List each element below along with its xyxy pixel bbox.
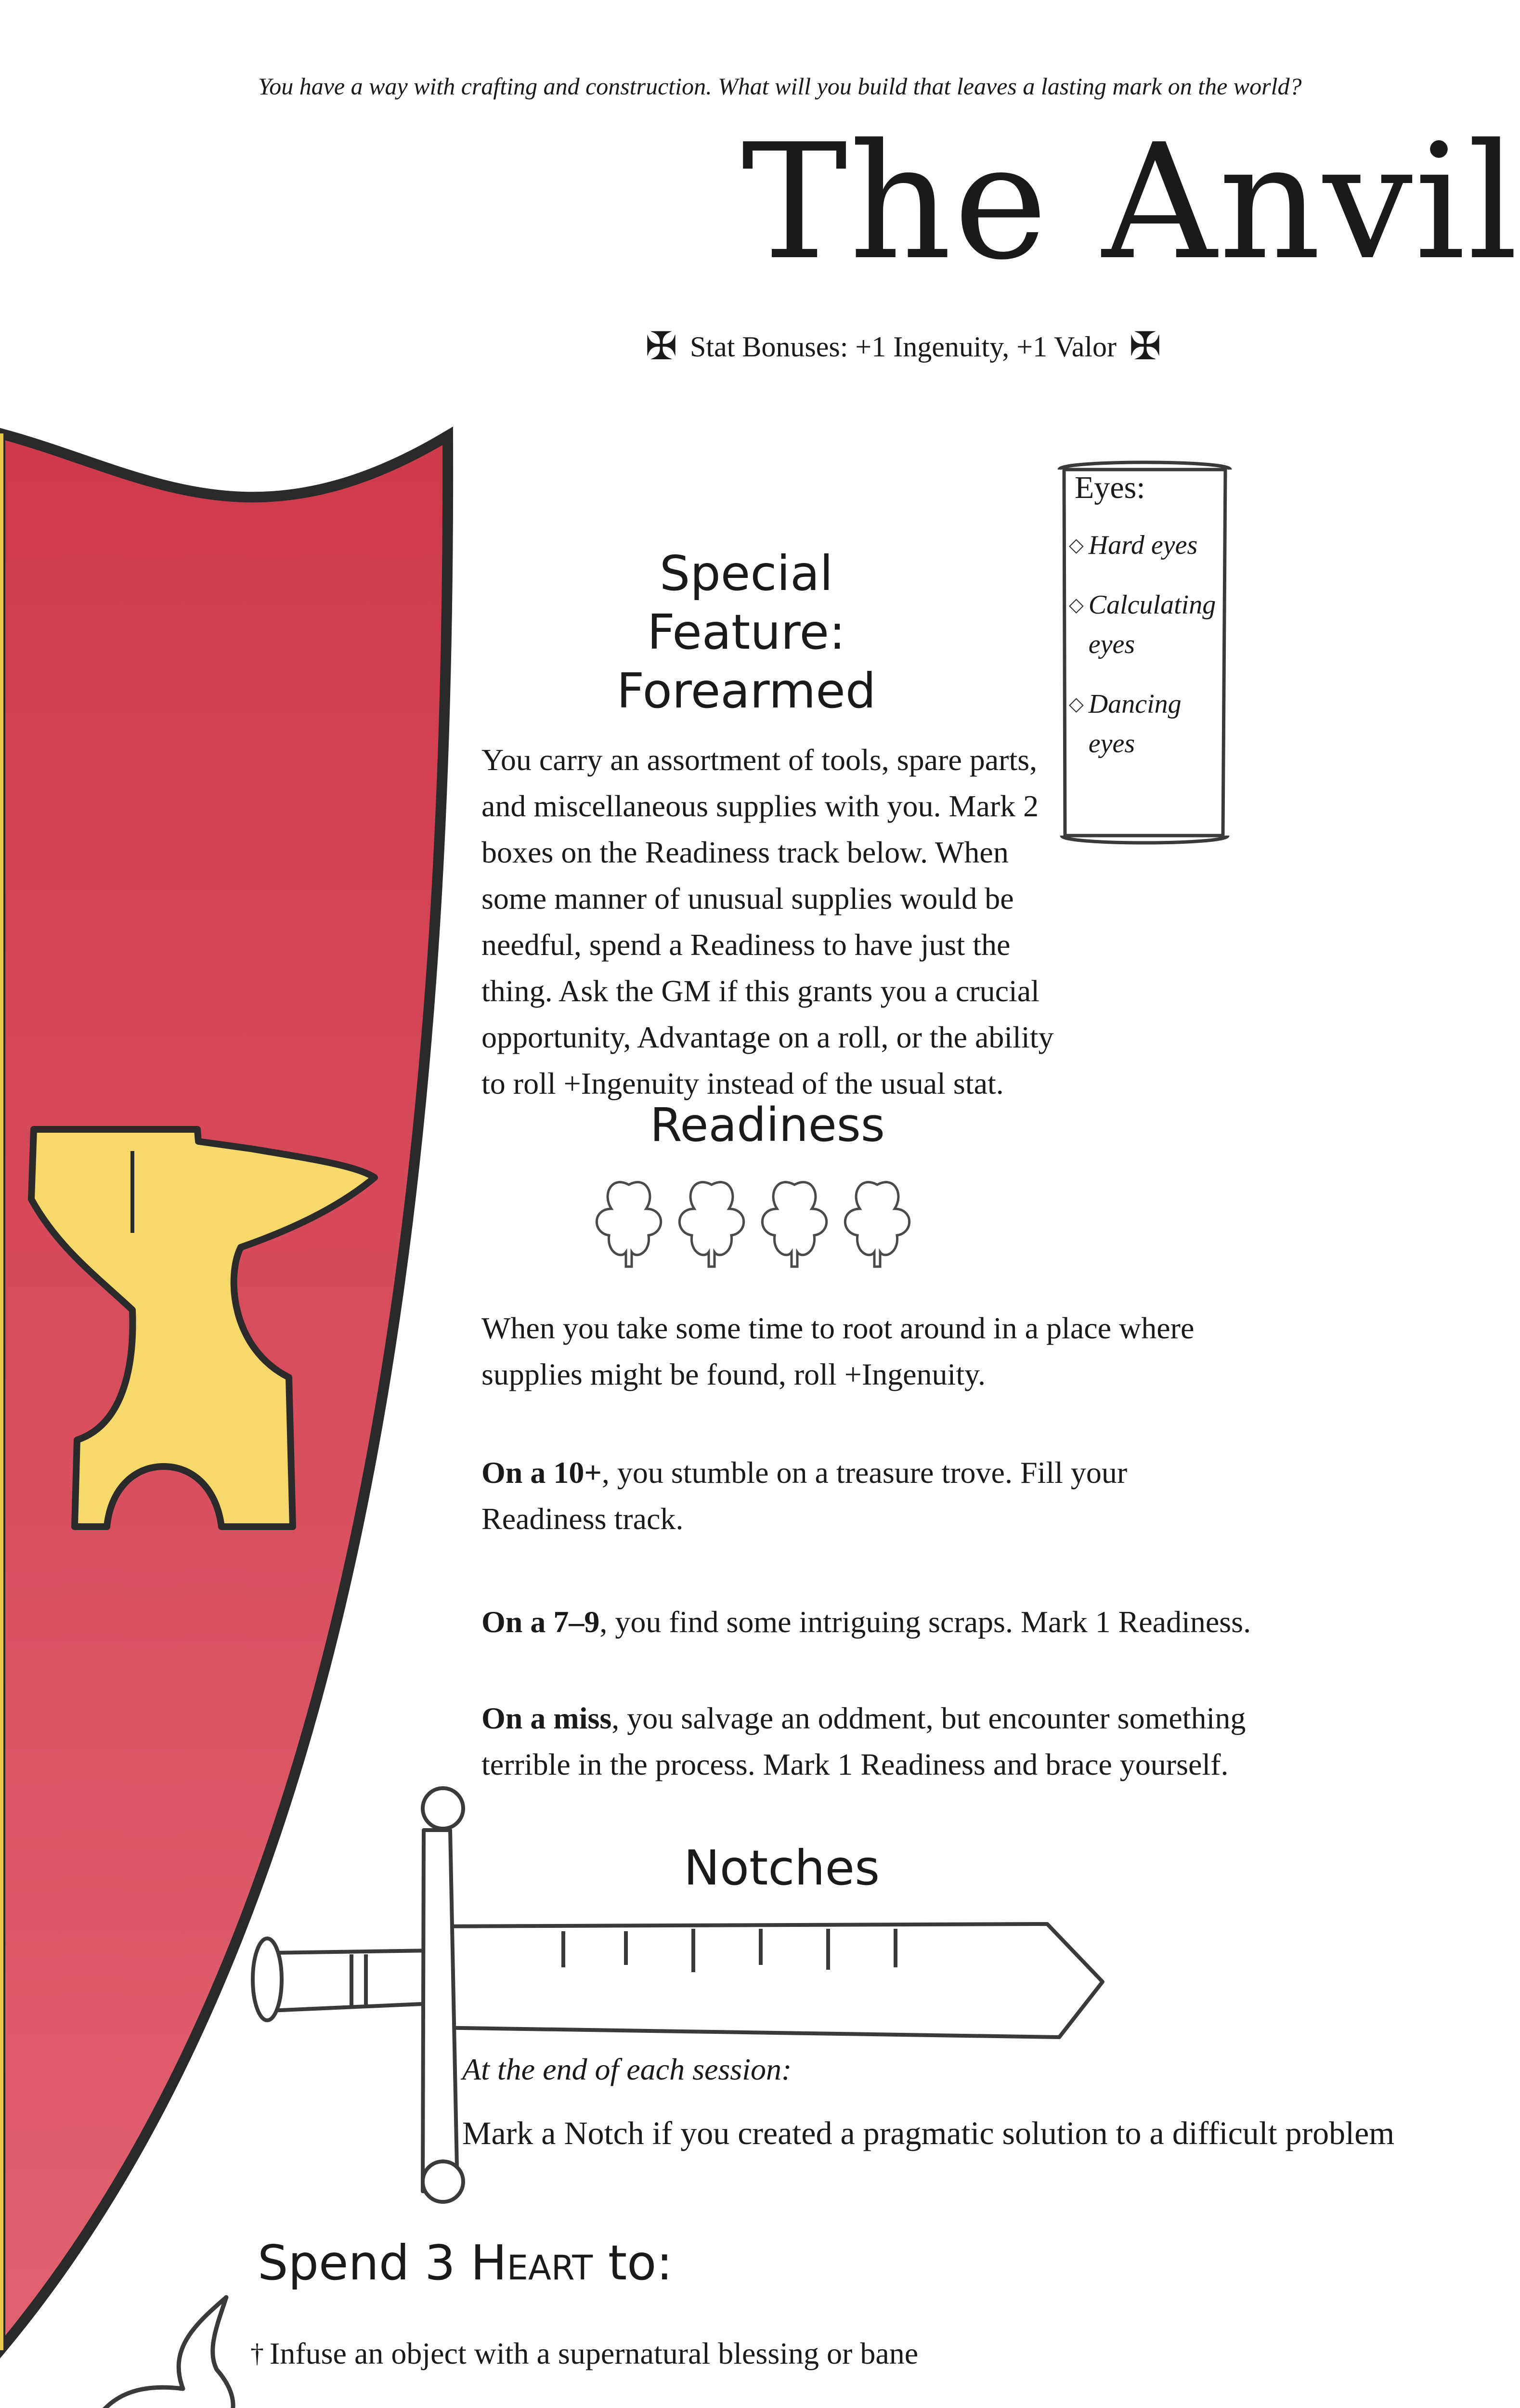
eye-option[interactable] (1069, 525, 1223, 565)
notches-title: Notches (684, 1840, 880, 1896)
notches-mark-text: Mark a Notch if you created a pragmatic solution to a difficult problem (462, 2115, 1395, 2151)
special-feature-name: Forearmed (616, 663, 876, 719)
readiness-move-intro: When you take some time to root around in a place where supplies might be found, roll +Ingenuity. (481, 1311, 1195, 1391)
readiness-box[interactable] (841, 1175, 914, 1271)
eye-option-label: Calculating eyes (1088, 590, 1216, 659)
diamond-checkbox-icon[interactable]: ◇ (1069, 594, 1084, 615)
cross-icon: ✠ (1129, 326, 1162, 368)
miss-label: On a miss (481, 1701, 612, 1735)
special-feature-title (583, 544, 910, 720)
cross-icon: ✠ (645, 326, 678, 368)
special-feature-text: You carry an assortment of tools, spare parts, and miscellaneous supplies with you. Mark 2 boxes on the Readiness track below. When some manner of unusual supplies would be needful, spend a Readiness to have just the thing. Ask the GM if this grants you a crucial opportunity, Advantage on a roll, or the ability to roll +Ingenuity instead of the usual stat. (481, 743, 1054, 1100)
readiness-track (592, 1175, 914, 1271)
miss-text: , you salvage an oddment, but encounter something terrible in the process. Mark 1 Readiness and brace yourself. (481, 1701, 1246, 1781)
page-title: The Anvil (741, 110, 1520, 295)
eye-option[interactable] (1069, 684, 1223, 763)
heart-word: Heart (470, 2235, 593, 2291)
tagline: You have a way with crafting and construction. What will you build that leaves a lasting mark on the world? (258, 73, 1302, 100)
partial-text: , you find some intriguing scraps. Mark 1 Readiness. (599, 1605, 1251, 1639)
eyes-section (1064, 470, 1223, 784)
readiness-box[interactable] (758, 1175, 831, 1271)
readiness-miss (481, 1695, 1252, 1788)
eye-option-label: Dancing eyes (1088, 689, 1182, 759)
readiness-hit (481, 1450, 1252, 1542)
eye-option-label: Hard eyes (1088, 530, 1198, 560)
eyes-title: Eyes: (1075, 470, 1145, 505)
notches-session-label: At the end of each session: (462, 2052, 792, 2086)
stat-bonuses-text: Stat Bonuses: +1 Ingenuity, +1 Valor (690, 330, 1117, 363)
special-feature-heading: Special Feature: (647, 545, 845, 660)
heart-spend-heading (258, 2235, 673, 2291)
diamond-checkbox-icon[interactable]: ◇ (1069, 693, 1084, 715)
stat-bonuses (645, 327, 1161, 366)
heart-option[interactable] (250, 2336, 918, 2371)
readiness-box[interactable] (592, 1175, 665, 1271)
ribbon-flourish (82, 2297, 233, 2408)
hit-label: On a 10+ (481, 1455, 602, 1490)
hit-text: , you stumble on a treasure trove. Fill your Readiness track. (481, 1455, 1128, 1536)
eye-option[interactable] (1069, 585, 1223, 664)
diamond-checkbox-icon[interactable]: ◇ (1069, 534, 1084, 556)
spend-suffix: to: (593, 2235, 673, 2291)
heart-option-text: Infuse an object with a supernatural blessing or bane (270, 2336, 919, 2370)
readiness-box[interactable] (675, 1175, 748, 1271)
partial-label: On a 7–9 (481, 1605, 600, 1639)
readiness-partial (481, 1599, 1252, 1645)
readiness-title: Readiness (650, 1098, 885, 1152)
spend-prefix: Spend 3 (258, 2235, 471, 2291)
dagger-icon: † (250, 2339, 264, 2369)
